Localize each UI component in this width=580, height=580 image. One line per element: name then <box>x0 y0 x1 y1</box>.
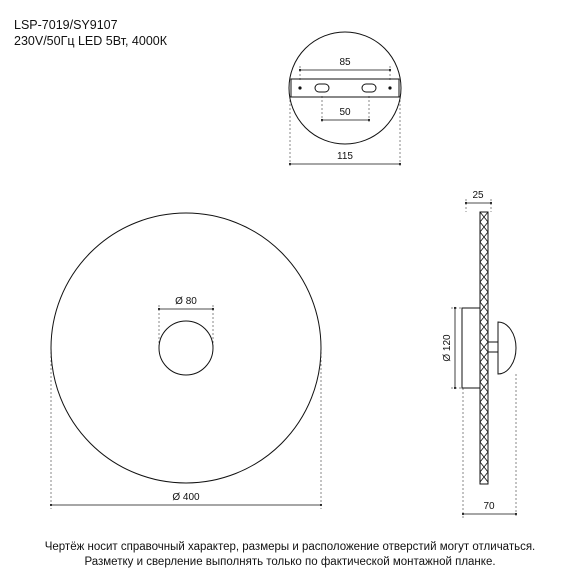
disclaimer-line-2: Разметку и сверление выполнять только по фактической монтажной планке. <box>84 556 496 568</box>
side-disc-zigzag <box>480 212 488 482</box>
outer-disc <box>51 213 321 483</box>
dim-label-d400: Ø 400 <box>172 492 200 503</box>
side-stem <box>488 342 498 352</box>
dim-label-25: 25 <box>472 190 484 201</box>
model-title: LSP-7019/SY9107 <box>14 18 118 32</box>
side-mount-base <box>462 308 480 388</box>
side-view <box>442 190 516 518</box>
slot-left <box>315 84 329 92</box>
dim-label-d120: Ø 120 <box>442 334 453 362</box>
base-circle <box>289 32 401 144</box>
zigzag-line <box>480 212 488 482</box>
side-dome-cap <box>498 322 516 374</box>
front-view <box>51 213 321 509</box>
spec-line: 230V/50Гц LED 5Вт, 4000К <box>14 34 168 48</box>
inner-circle <box>159 321 213 375</box>
slot-right <box>362 84 376 92</box>
dim-label-70: 70 <box>483 501 495 512</box>
dim-label-50: 50 <box>339 107 351 118</box>
mounting-plate <box>291 79 399 97</box>
screw-hole-right <box>388 86 391 89</box>
dim-label-85: 85 <box>339 57 351 68</box>
dim-label-d80: Ø 80 <box>175 296 197 307</box>
mounting-base-view <box>289 32 401 168</box>
disclaimer-line-1: Чертёж носит справочный характер, размеры и расположение отверстий могут отличаться. <box>44 541 536 553</box>
dim-label-115: 115 <box>337 151 353 162</box>
screw-hole-left <box>298 86 301 89</box>
